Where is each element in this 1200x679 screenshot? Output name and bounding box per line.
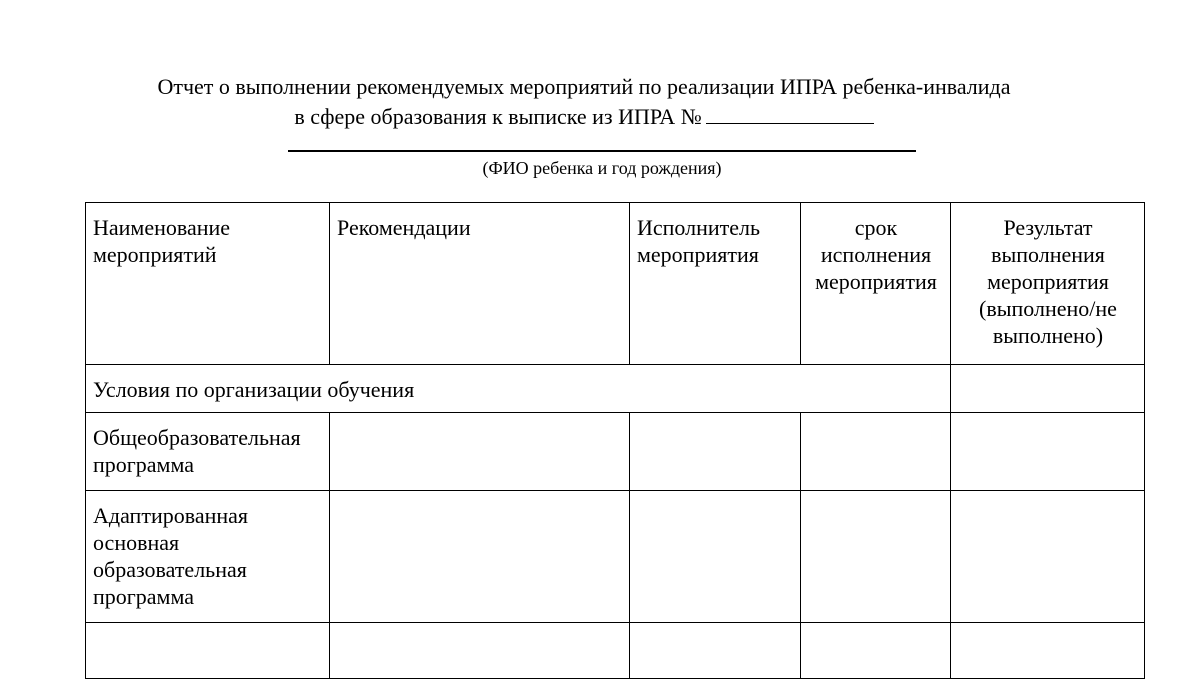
table-header-row — [86, 203, 1145, 365]
column-header-executor: Исполнитель мероприятия — [630, 203, 801, 365]
table-row — [86, 623, 1145, 679]
activity-cell: Общеобразовательная программа — [86, 413, 330, 491]
recommendations-cell — [330, 413, 630, 491]
section-row-label: Условия по организации обучения — [86, 365, 951, 413]
executor-cell — [630, 623, 801, 679]
executor-cell — [630, 413, 801, 491]
deadline-cell — [801, 623, 951, 679]
column-header-deadline: срок исполнения мероприятия — [801, 203, 951, 365]
result-cell — [951, 413, 1145, 491]
activity-cell — [86, 623, 330, 679]
result-cell — [951, 623, 1145, 679]
recommendations-cell — [330, 491, 630, 623]
table-row — [86, 491, 1145, 623]
result-cell — [951, 491, 1145, 623]
fio-blank-line — [288, 150, 916, 152]
ipra-number-blank — [706, 103, 874, 124]
activity-cell: Адаптированная основная образовательная программа — [86, 491, 330, 623]
column-header-recommendations: Рекомендации — [330, 203, 630, 365]
report-title-text: в сфере образования к выписке из ИПРА № — [294, 104, 702, 129]
report-title-line-2 — [0, 103, 1168, 130]
deadline-cell — [801, 491, 951, 623]
result-cell — [951, 365, 1145, 413]
column-header-result: Результат выполнения мероприятия (выполнено/не выполнено) — [951, 203, 1145, 365]
fio-caption: (ФИО ребенка и год рождения) — [482, 158, 722, 178]
deadline-cell — [801, 413, 951, 491]
table-row — [86, 365, 1145, 413]
report-title-line-1: Отчет о выполнении рекомендуемых мероприятий по реализации ИПРА ребенка-инвалида — [157, 74, 1011, 99]
recommendations-cell — [330, 623, 630, 679]
column-header-activity: Наименование мероприятий — [86, 203, 330, 365]
report-table — [85, 202, 1145, 679]
table-row — [86, 413, 1145, 491]
executor-cell — [630, 491, 801, 623]
